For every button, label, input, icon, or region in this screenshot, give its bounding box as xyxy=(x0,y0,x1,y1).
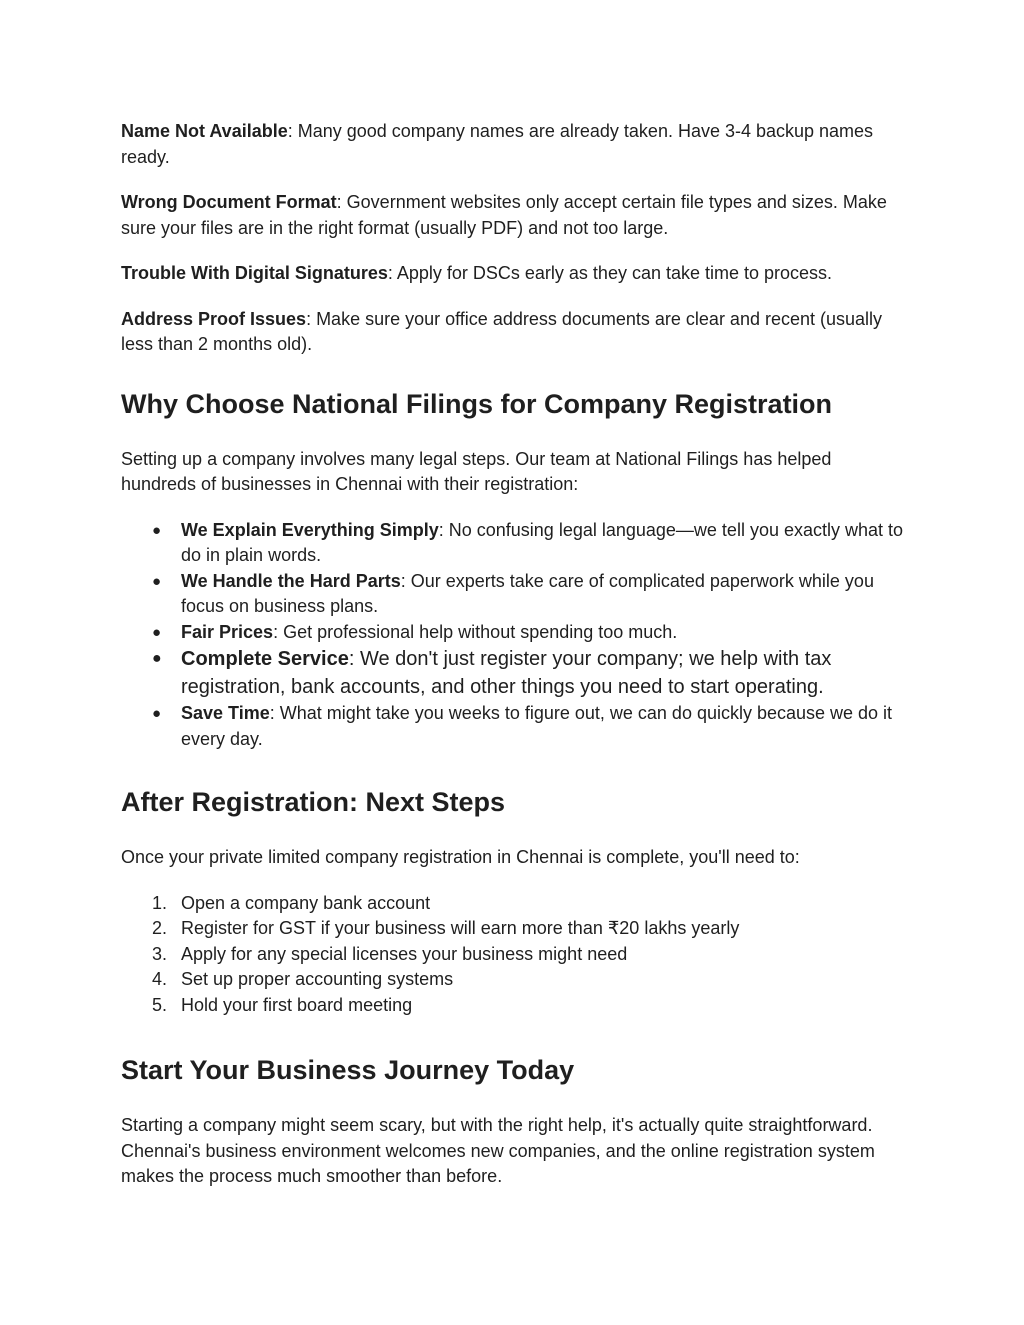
step-number: 5. xyxy=(152,994,168,1015)
tip-text: : Make sure your office address documents are clear and recent (usually less than 2 months old). xyxy=(121,308,883,354)
step-text: Apply for any special licenses your business might need xyxy=(181,943,628,964)
list-item xyxy=(121,569,904,620)
step-number: 1. xyxy=(152,892,168,913)
tip-term: Wrong Document Format xyxy=(121,192,337,212)
list-item xyxy=(121,942,904,968)
step-number: 4. xyxy=(152,969,168,989)
after-registration-intro: Once your private limited company registration in Chennai is complete, you'll need to: xyxy=(121,847,800,867)
list-item xyxy=(121,916,904,942)
tip-term: Address Proof Issues xyxy=(121,308,307,329)
list-item xyxy=(121,645,904,701)
tip-digital-signatures xyxy=(121,261,904,287)
item-text: : What might take you weeks to figure out, we can do quickly because we do it every day. xyxy=(181,703,893,749)
tip-term: Trouble With Digital Signatures xyxy=(121,263,388,283)
list-item xyxy=(121,620,904,646)
item-text: : Our experts take care of complicated paperwork while you focus on business plans. xyxy=(181,570,874,616)
tip-text: : Many good company names are already taken. Have 3-4 backup names ready. xyxy=(121,121,874,167)
after-registration-heading: After Registration: Next Steps xyxy=(121,787,506,817)
tip-term: Name Not Available xyxy=(121,121,288,141)
start-journey-heading: Start Your Business Journey Today xyxy=(121,1055,575,1085)
step-text: Hold your first board meeting xyxy=(181,994,413,1015)
bullet-icon: ● xyxy=(152,623,162,641)
item-text: : We don't just register your company; we help with tax registration, bank accounts, and other things you need to start operating. xyxy=(181,648,832,698)
why-choose-list xyxy=(121,518,904,753)
list-item xyxy=(121,891,904,917)
step-number: 2. xyxy=(152,918,168,938)
item-term: Complete Service xyxy=(181,648,349,670)
why-choose-heading: Why Choose National Filings for Company Registration xyxy=(121,388,833,419)
item-text: : No confusing legal language—we tell you exactly what to do in plain words. xyxy=(181,519,904,565)
bullet-icon: ● xyxy=(152,705,162,722)
next-steps-list xyxy=(121,891,904,1019)
item-term: We Explain Everything Simply xyxy=(181,519,439,540)
item-term: Fair Prices xyxy=(181,621,274,642)
tip-text: : Apply for DSCs early as they can take time to process. xyxy=(387,263,833,283)
list-item xyxy=(121,518,904,569)
item-term: Save Time xyxy=(181,703,270,723)
tip-name-not-available xyxy=(121,119,904,170)
list-item xyxy=(121,993,904,1019)
tip-wrong-document-format xyxy=(121,190,904,241)
list-item xyxy=(121,701,904,752)
step-text: Open a company bank account xyxy=(181,892,431,913)
why-choose-intro: Setting up a company involves many legal steps. Our team at National Filings has helped hundreds of businesses in Chennai with their registration: xyxy=(121,448,832,494)
tip-address-proof xyxy=(121,307,904,358)
step-number: 3. xyxy=(152,943,168,964)
bullet-icon: ● xyxy=(152,572,162,590)
start-journey-body: Starting a company might seem scary, but with the right help, it's actually quite straightforward. Chennai's business environment welcomes new companies, and the online registration system makes the process much smoother than before. xyxy=(121,1115,875,1186)
bullet-icon: ● xyxy=(152,521,162,539)
bullet-icon: ● xyxy=(152,650,162,667)
list-item xyxy=(121,967,904,993)
tip-text: : Government websites only accept certain file types and sizes. Make sure your files are in the right format (usually PDF) and not too large. xyxy=(121,192,887,238)
item-text: : Get professional help without spending too much. xyxy=(273,621,678,642)
item-term: We Handle the Hard Parts xyxy=(181,570,401,591)
step-text: Set up proper accounting systems xyxy=(181,969,454,989)
step-text: Register for GST if your business will earn more than ₹20 lakhs yearly xyxy=(181,918,740,938)
